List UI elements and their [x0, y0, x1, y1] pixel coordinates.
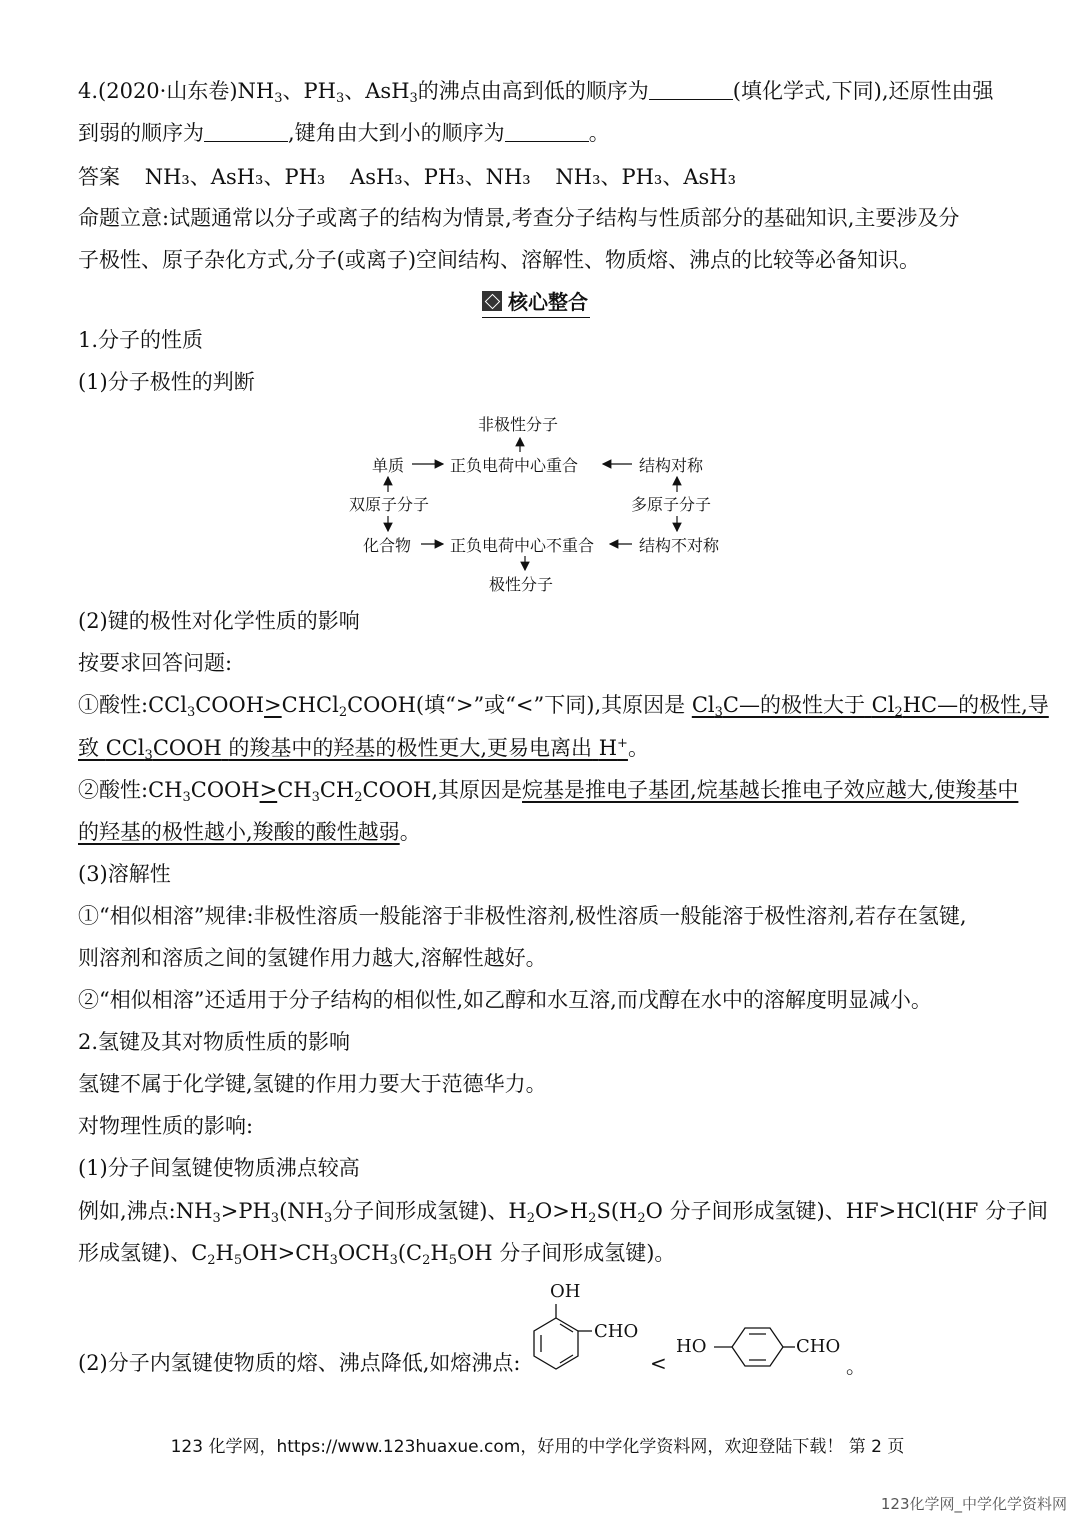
section-title-text: 核心整合	[508, 290, 588, 314]
text: H	[430, 1241, 449, 1265]
period: 。	[846, 1354, 866, 1378]
ho-label: HO	[676, 1336, 707, 1357]
acidity-2-line-2	[78, 817, 421, 847]
subscript: 3	[270, 1211, 280, 1226]
text: 致	[78, 736, 99, 760]
heading-polarity-judgement: (1)分子极性的判断	[78, 370, 255, 394]
heading-bond-polarity: (2)键的极性对化学性质的影响	[78, 609, 360, 633]
text: 分子间形成氢键)、H	[332, 1199, 527, 1223]
answer-comparison-1: >	[264, 693, 282, 717]
benzene-ring-ortho	[534, 1304, 592, 1369]
text: H	[215, 1241, 234, 1265]
solubility-rule-2: ②“相似相溶”还适用于分子结构的相似性,如乙醇和水互溶,而戊醇在水中的溶解度明显减小。	[78, 988, 932, 1012]
answer-comparison-2: >	[259, 778, 278, 802]
text: CH	[319, 778, 355, 802]
example-line-1	[78, 1196, 1048, 1226]
question-text: 的沸点由高到低的顺序为	[417, 79, 649, 103]
subscript: 3	[144, 748, 153, 763]
text: OH 分子间形成氢键)。	[457, 1241, 676, 1265]
text: (NH	[279, 1199, 324, 1223]
subscript: 3	[409, 91, 418, 106]
answer-group-3: NH₃、PH₃、AsH₃	[555, 165, 737, 189]
heading-solubility: (3)溶解性	[78, 862, 171, 886]
text: O>H	[535, 1199, 589, 1223]
subscript: 2	[588, 1211, 597, 1226]
node-symmetric: 结构对称	[639, 456, 704, 475]
acidity-1-line-1	[78, 690, 1049, 720]
diamond-icon	[482, 291, 502, 311]
text: COOH	[195, 693, 265, 717]
cho-label-para: CHO	[796, 1336, 841, 1357]
text: COOH(填“>”或“<”下同),其原因是	[347, 693, 686, 717]
text: OCH	[337, 1241, 390, 1265]
reason-answer-1	[691, 693, 1049, 720]
text: CHCl	[281, 693, 339, 717]
reason-answer-1-cont	[78, 736, 628, 763]
oh-label: OH	[550, 1281, 581, 1302]
node-polar: 极性分子	[489, 575, 554, 594]
answer-blank-2	[204, 119, 288, 142]
text: ①酸性:CCl	[78, 693, 187, 717]
node-compound: 化合物	[363, 536, 412, 555]
intent-line-2: 子极性、原子杂化方式,分子(或离子)空间结构、溶解性、物质熔、沸点的比较等必备知识。	[78, 248, 921, 272]
intent-line-1: 命题立意:试题通常以分子或离子的结构为情景,考查分子结构与性质部分的基础知识,主要涉及分	[78, 206, 960, 230]
question-text: 。	[588, 121, 610, 145]
subscript: 5	[448, 1253, 457, 1268]
text: S(H	[596, 1199, 638, 1223]
page-footer: 123 化学网，https://www.123huaxue.com，好用的中学化学资料网，欢迎登陆下载！ 第 2 页	[170, 1437, 905, 1457]
text: HC—的极性,导	[902, 693, 1049, 717]
node-polyatomic: 多原子分子	[631, 495, 712, 514]
text: >PH	[220, 1199, 271, 1223]
benzene-ring-para	[714, 1328, 795, 1366]
reason-answer-2-cont: 的羟基的极性越小,羧酸的酸性越弱	[78, 820, 400, 844]
subscript: 3	[714, 705, 723, 720]
acidity-2-line-1	[78, 775, 1018, 805]
text: Cl	[691, 693, 715, 717]
text: 例如,沸点:NH	[78, 1199, 213, 1223]
node-coincide: 正负电荷中心重合	[450, 456, 579, 475]
answer-blank-1	[649, 77, 733, 100]
subscript: 3	[274, 91, 283, 106]
intramolecular-hbond-text: (2)分子内氢键使物质的熔、沸点降低,如熔沸点:	[78, 1351, 521, 1375]
subscript: 3	[182, 790, 191, 805]
subscript: 2	[526, 1211, 536, 1226]
subscript: 3	[212, 1211, 221, 1226]
subscript: 2	[207, 1253, 216, 1268]
text: COOH,其原因是	[362, 778, 523, 802]
node-not-coincide: 正负电荷中心不重合	[450, 536, 595, 555]
text: COOH	[152, 736, 222, 760]
hydrogen-bond-text-3: (1)分子间氢键使物质沸点较高	[78, 1156, 360, 1180]
subscript: 2	[354, 790, 363, 805]
text: H	[598, 736, 618, 760]
example-line-2	[78, 1238, 675, 1268]
text: 。	[627, 736, 649, 760]
heading-hydrogen-bond: 2.氢键及其对物质性质的影响	[78, 1030, 351, 1054]
acidity-1-line-2	[78, 733, 649, 763]
text: 形成氢键)、C	[78, 1241, 208, 1265]
subscript: 3	[323, 1211, 333, 1226]
subscript: 3	[311, 790, 320, 805]
answer-group-1: NH₃、AsH₃、PH₃	[144, 165, 326, 189]
answer-line	[78, 162, 736, 192]
question-text: (填化学式,下同),还原性由强	[732, 79, 994, 103]
node-element: 单质	[372, 456, 405, 475]
heading-molecule-properties: 1.分子的性质	[78, 328, 204, 352]
node-nonpolar: 非极性分子	[478, 415, 559, 434]
text: (C	[397, 1241, 423, 1265]
text: ②酸性:CH	[78, 778, 183, 802]
subscript: 3	[389, 1253, 398, 1268]
subscript: 2	[338, 705, 348, 720]
text: Cl	[871, 693, 895, 717]
less-than-sign: <	[650, 1351, 667, 1375]
reason-answer-2: 烷基是推电子基团,烷基越长推电子效应越大,使羧基中	[522, 778, 1019, 802]
text: 。	[399, 820, 421, 844]
subscript: 3	[335, 91, 345, 106]
question-line-1	[78, 76, 994, 106]
question-text: ,键角由大到小的顺序为	[288, 121, 505, 145]
text: COOH	[190, 778, 260, 802]
subscript: 3	[186, 705, 196, 720]
answer-label: 答案	[78, 165, 120, 189]
text: O 分子间形成氢键)、HF>HCl(HF 分子间	[645, 1199, 1049, 1223]
question-line-2	[78, 118, 610, 148]
hydrogen-bond-text-1: 氢键不属于化学键,氢键的作用力要大于范德华力。	[78, 1072, 547, 1096]
ask-text: 按要求回答问题:	[78, 651, 233, 675]
cho-label-ortho: CHO	[594, 1321, 639, 1342]
text: CH	[277, 778, 312, 802]
question-text: 到弱的顺序为	[78, 121, 204, 145]
solubility-rule-line-1: ①“相似相溶”规律:非极性溶质一般能溶于非极性溶剂,极性溶质一般能溶于极性溶剂,若存在氢键,	[78, 904, 967, 928]
node-diatomic: 双原子分子	[349, 495, 430, 514]
answer-group-2: AsH₃、PH₃、NH₃	[350, 165, 531, 189]
section-title	[482, 286, 590, 318]
subscript: 2	[894, 705, 903, 720]
superscript: +	[617, 736, 628, 751]
question-text: 4.(2020·山东卷)NH	[78, 79, 275, 103]
node-asymmetric: 结构不对称	[639, 536, 720, 555]
question-text: 、PH	[282, 79, 336, 103]
subscript: 5	[233, 1253, 243, 1268]
answer-blank-3	[505, 119, 589, 142]
text: C—的极性大于	[722, 693, 865, 717]
text: 的羧基中的羟基的极性更大,更易电离出	[228, 736, 593, 760]
hydrogen-bond-text-2: 对物理性质的影响:	[78, 1114, 254, 1138]
subscript: 2	[422, 1253, 431, 1268]
question-text: 、AsH	[344, 79, 410, 103]
solubility-rule-line-2: 则溶剂和溶质之间的氢键作用力越大,溶解性越好。	[78, 946, 547, 970]
text: OH>CH	[242, 1241, 330, 1265]
subscript: 3	[329, 1253, 338, 1268]
subscript: 2	[637, 1211, 646, 1226]
watermark: 123化学网_中学化学资料网	[880, 1495, 1067, 1513]
text: CCl	[105, 736, 145, 760]
